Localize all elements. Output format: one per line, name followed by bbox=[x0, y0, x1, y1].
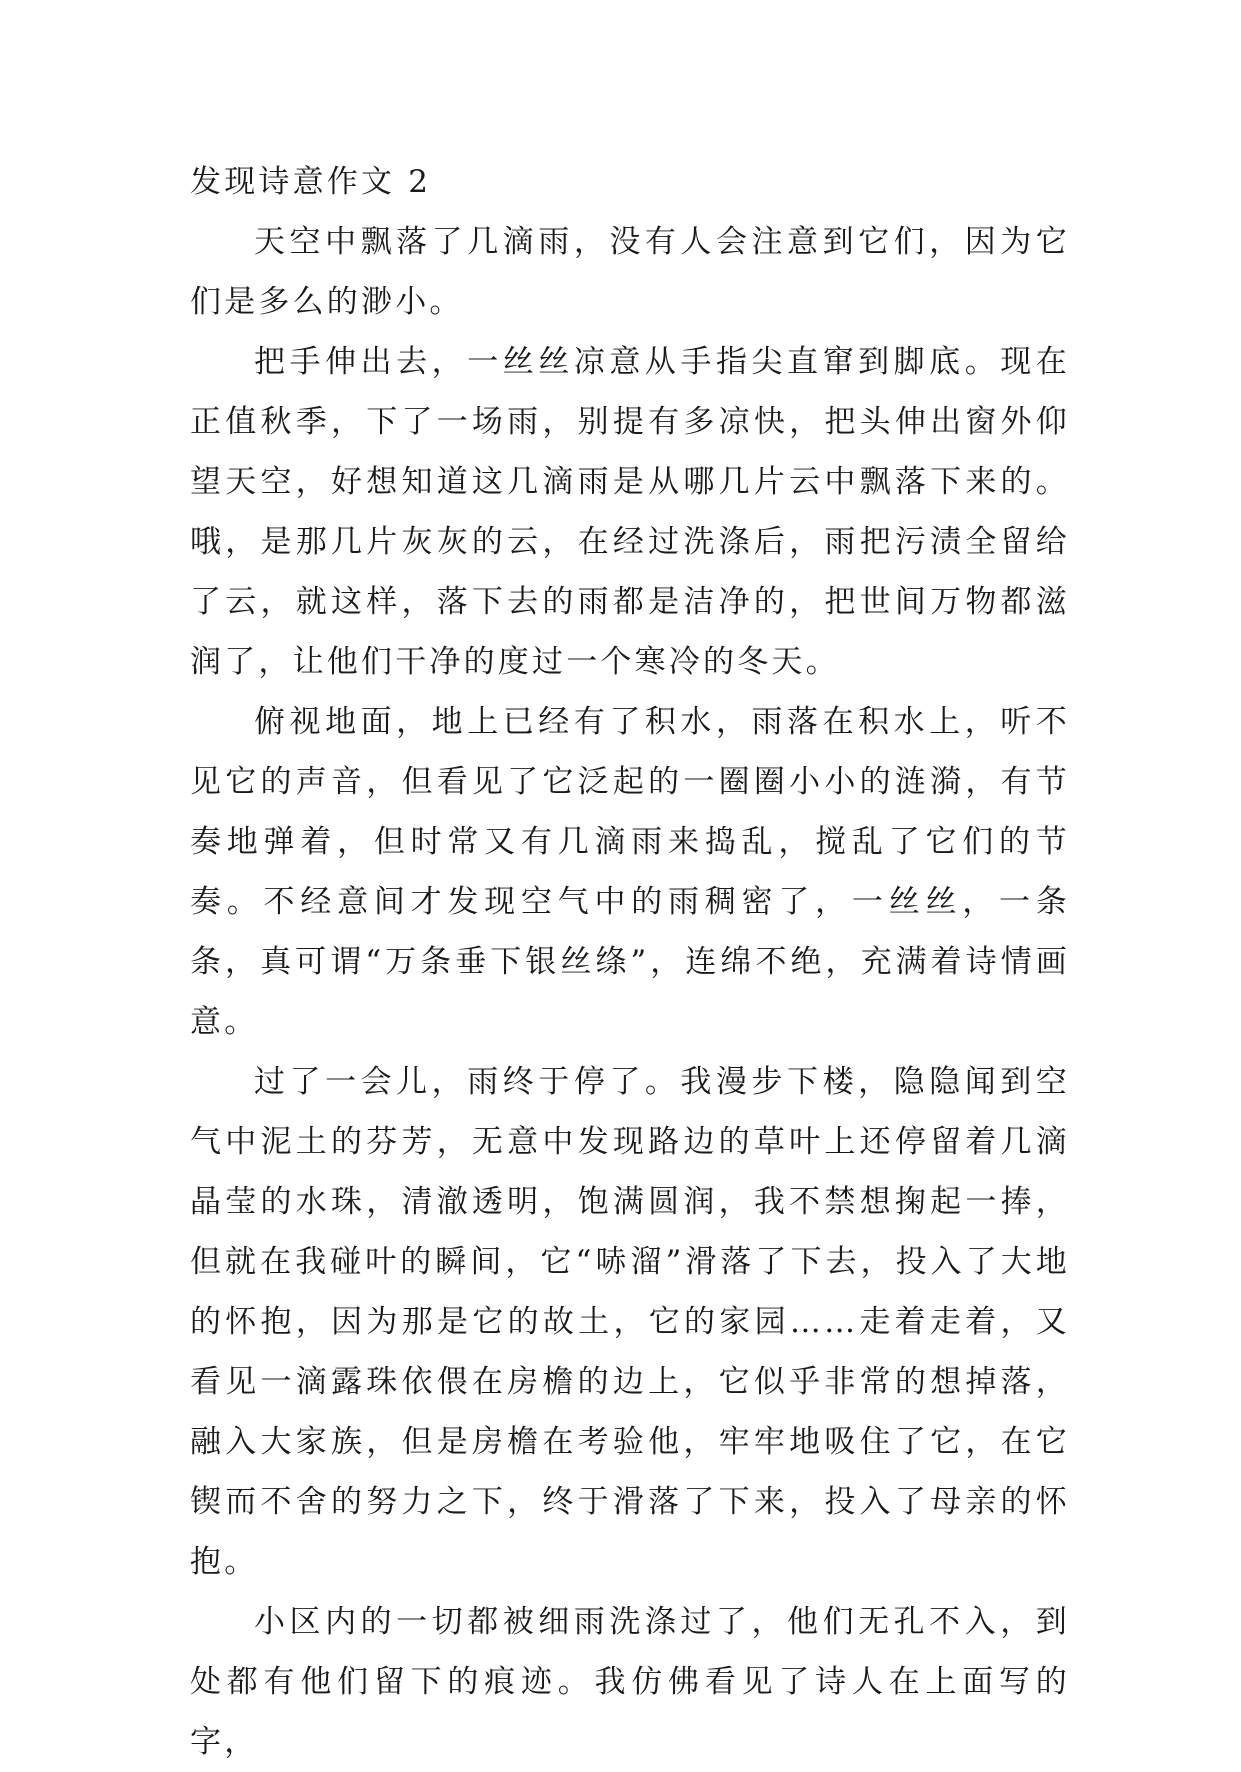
document-title: 发现诗意作文 2 bbox=[190, 164, 432, 200]
paragraph-4: 过了一会儿，雨终于停了。我漫步下楼，隐隐闻到空气中泥土的芬芳，无意中发现路边的草叶上还停留着几滴晶莹的水珠，清澈透明，饱满圆润，我不禁想掬起一捧，但就在我碰叶的瞬间，它“哧溜”滑落了下去，投入了大地的怀抱，因为那是它的故土，它的家园……走着走着，又看见一滴露珠依偎在房檐的边上，它似乎非常的想掉落，融入大家族，但是房檐在考验他，牢牢地吸住了它，在它锲而不舍的努力之下，终于滑落了下来，投入了母亲的怀抱。 bbox=[190, 1064, 1070, 1580]
paragraph-2: 把手伸出去，一丝丝凉意从手指尖直窜到脚底。现在正值秋季，下了一场雨，别提有多凉快，把头伸出窗外仰望天空，好想知道这几滴雨是从哪几片云中飘落下来的。哦，是那几片灰灰的云，在经过洗涤后，雨把污渍全留给了云，就这样，落下去的雨都是洁净的，把世间万物都滋润了，让他们干净的度过一个寒冷的冬天。 bbox=[190, 344, 1070, 680]
paragraph-3: 俯视地面，地上已经有了积水，雨落在积水上，听不见它的声音，但看见了它泛起的一圈圈小小的涟漪，有节奏地弹着，但时常又有几滴雨来捣乱，搅乱了它们的节奏。不经意间才发现空气中的雨稠密了，一丝丝，一条条，真可谓“万条垂下银丝绦”，连绵不绝，充满着诗情画意。 bbox=[190, 704, 1070, 1040]
document-body bbox=[190, 152, 1070, 1772]
paragraph-5: 小区内的一切都被细雨洗涤过了，他们无孔不入，到处都有他们留下的痕迹。我仿佛看见了诗人在上面写的字， bbox=[190, 1604, 1070, 1760]
paragraph-1: 天空中飘落了几滴雨，没有人会注意到它们，因为它们是多么的渺小。 bbox=[190, 224, 1070, 320]
